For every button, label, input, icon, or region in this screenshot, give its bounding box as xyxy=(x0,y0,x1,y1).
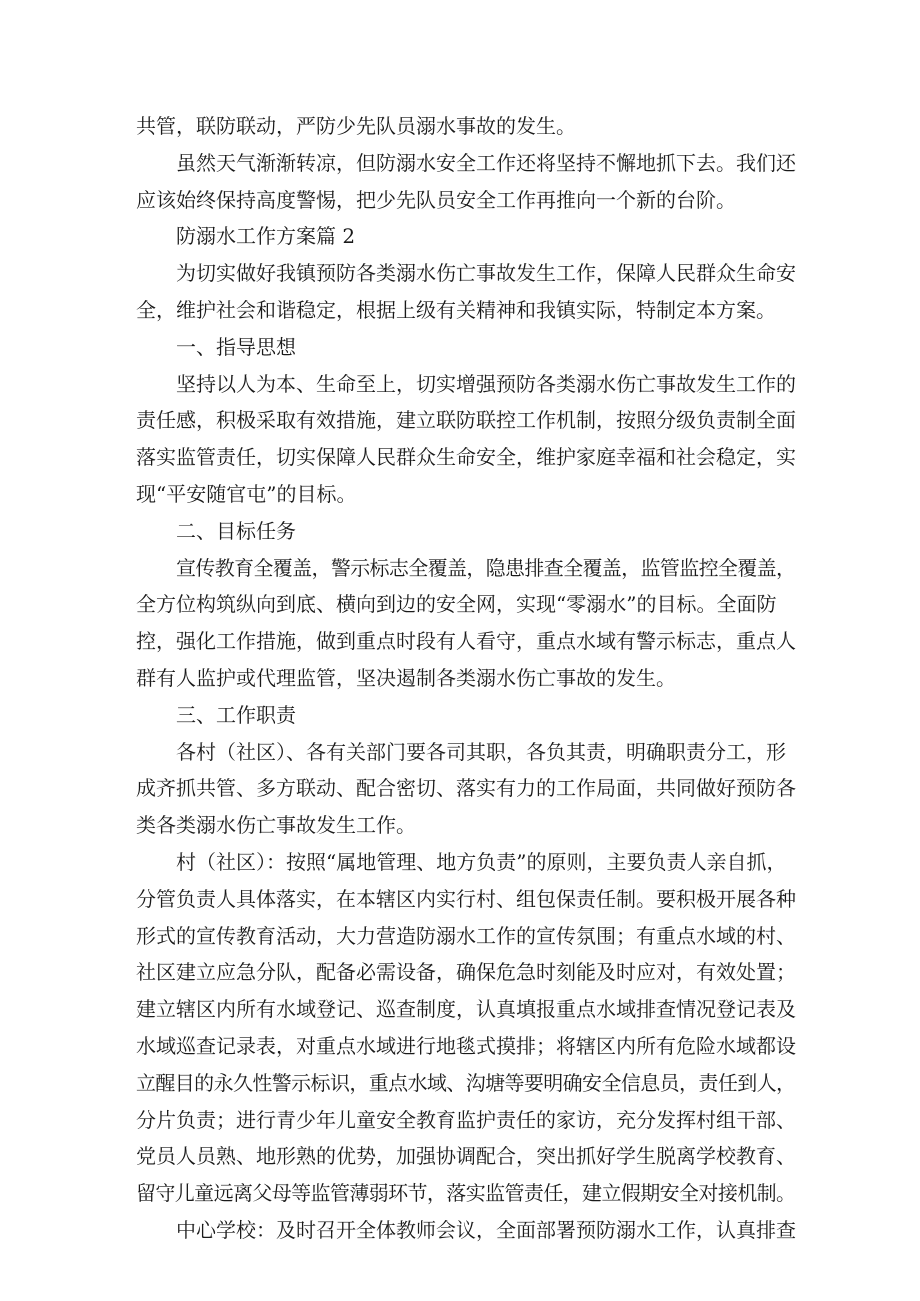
text-line: 全，维护社会和谐稳定，根据上级有关精神和我镇实际，特制定本方案。 xyxy=(136,297,776,322)
text-line: 中心学校：及时召开全体教师会议，全面部署预防溺水工作，认真排查 xyxy=(176,1217,796,1242)
text-line: 分管负责人具体落实，在本辖区内实行村、组包保责任制。要积极开展各种 xyxy=(136,886,796,911)
text-line: 二、目标任务 xyxy=(176,518,296,543)
text-line: 留守儿童远离父母等监管薄弱环节，落实监管责任，建立假期安全对接机制。 xyxy=(136,1181,796,1206)
text-line: 各村（社区）、各有关部门要各司其职，各负其责，明确职责分工，形 xyxy=(176,739,786,764)
text-line: 坚持以人为本、生命至上，切实增强预防各类溺水伤亡事故发生工作的 xyxy=(176,371,796,396)
text-line: 三、工作职责 xyxy=(176,702,296,727)
text-line: 水域巡查记录表，对重点水域进行地毯式摸排；将辖区内所有危险水域都设 xyxy=(136,1033,796,1058)
text-line: 控，强化工作措施，做到重点时段有人看守，重点水域有警示标志，重点人 xyxy=(136,629,796,654)
text-line: 应该始终保持高度警惕，把少先队员安全工作再推向一个新的台阶。 xyxy=(136,187,736,212)
text-line: 社区建立应急分队，配备必需设备，确保危急时刻能及时应对，有效处置； xyxy=(136,960,796,985)
text-line: 虽然天气渐渐转凉，但防溺水安全工作还将坚持不懈地抓下去。我们还 xyxy=(176,150,796,175)
text-line: 立醒目的永久性警示标识，重点水域、沟塘等要明确安全信息员，责任到人， xyxy=(136,1070,796,1095)
text-line: 形式的宣传教育活动，大力营造防溺水工作的宣传氛围；有重点水域的村、 xyxy=(136,923,796,948)
text-line: 宣传教育全覆盖，警示标志全覆盖，隐患排查全覆盖，监管监控全覆盖， xyxy=(176,555,796,580)
text-line: 党员人员熟、地形熟的优势，加强协调配合，突出抓好学生脱离学校教育、 xyxy=(136,1144,796,1169)
text-line: 建立辖区内所有水域登记、巡查制度，认真填报重点水域排查情况登记表及 xyxy=(136,997,796,1022)
text-line: 一、指导思想 xyxy=(176,334,296,359)
text-line: 责任感，积极采取有效措施，建立联防联控工作机制，按照分级负责制全面 xyxy=(136,408,796,433)
document-body xyxy=(136,108,796,1249)
text-line: 为切实做好我镇预防各类溺水伤亡事故发生工作，保障人民群众生命安 xyxy=(176,261,796,286)
text-line: 落实监管责任，切实保障人民群众生命安全，维护家庭幸福和社会稳定，实 xyxy=(136,445,796,470)
text-line: 村（社区）：按照“属地管理、地方负责”的原则，主要负责人亲自抓， xyxy=(176,849,787,874)
text-line: 防溺水工作方案篇 2 xyxy=(176,224,356,249)
text-line: 类各类溺水伤亡事故发生工作。 xyxy=(136,813,416,838)
text-line: 群有人监护或代理监管，坚决遏制各类溺水伤亡事故的发生。 xyxy=(136,665,676,690)
text-line: 共管，联防联动，严防少先队员溺水事故的发生。 xyxy=(136,114,576,138)
text-line: 分片负责；进行青少年儿童安全教育监护责任的家访，充分发挥村组干部、 xyxy=(136,1107,796,1132)
text-line: 成齐抓共管、多方联动、配合密切、落实有力的工作局面，共同做好预防各 xyxy=(136,776,796,801)
text-line: 现“平安随官屯”的目标。 xyxy=(136,481,357,506)
text-line: 全方位构筑纵向到底、横向到边的安全网，实现“零溺水”的目标。全面防 xyxy=(136,592,777,617)
